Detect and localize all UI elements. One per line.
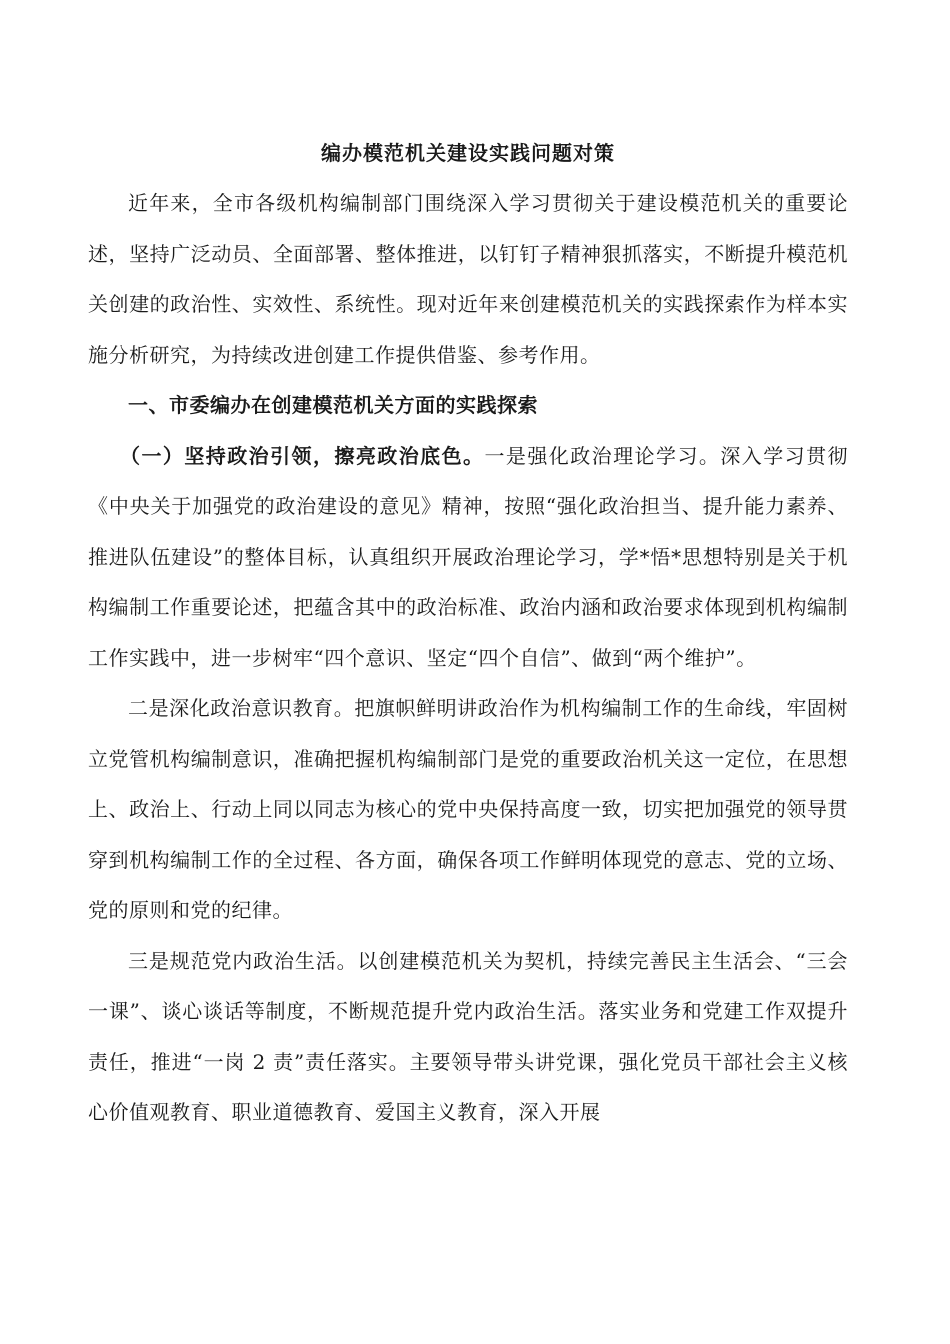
document-title: 编办模范机关建设实践问题对策 bbox=[321, 141, 615, 165]
intro-paragraph: 近年来，全市各级机构编制部门围绕深入学习贯彻关于建设模范机关的重要论述，坚持广泛动员、全面部署、整体推进，以钉钉子精神狠抓落实，不断提升模范机关创建的政治性、实效性、系统性。现对近年来创建模范机关的实践探索作为样本实施分析研究，为持续改进创建工作提供借鉴、参考作用。 bbox=[88, 191, 848, 367]
section-heading-1: 一、市委编办在创建模范机关方面的实践探索 bbox=[128, 393, 538, 417]
paragraph-political-awareness: 二是深化政治意识教育。把旗帜鲜明讲政治作为机构编制工作的生命线，牢固树立党管机构编制意识，准确把握机构编制部门是党的重要政治机关这一定位，在思想上、政治上、行动上同以同志为核心的党中央保持高度一致，切实把加强党的领导贯穿到机构编制工作的全过程、各方面，确保各项工作鲜明体现党的意志、党的立场、党的原则和党的纪律。 bbox=[88, 696, 848, 922]
paragraph-party-life: 三是规范党内政治生活。以创建模范机关为契机，持续完善民主生活会、“三会一课”、谈心谈话等制度，不断规范提升党内政治生活。落实业务和党建工作双提升责任，推进“一岗 2 责”责任落实。主要领导带头讲党课，强化党员干部社会主义核心价值观教育、职业道德教育、爱国主义教育，深入开展 bbox=[88, 948, 848, 1124]
subsection-1-paragraph bbox=[88, 431, 848, 684]
document-page bbox=[88, 128, 848, 1138]
subsection-heading-1: （一）坚持政治引领，擦亮政治底色。 bbox=[120, 443, 485, 468]
subsection-1-text: 一是强化政治理论学习。深入学习贯彻《中央关于加强党的政治建设的意见》精神，按照“强化政治担当、提升能力素养、推进队伍建设”的整体目标，认真组织开展政治理论学习，学*悟*思想特别是关于机构编制工作重要论述，把蕴含其中的政治标准、政治内涵和政治要求体现到机构编制工作实践中，进一步树牢“四个意识、坚定“四个自信”、做到“两个维护”。 bbox=[88, 443, 849, 670]
